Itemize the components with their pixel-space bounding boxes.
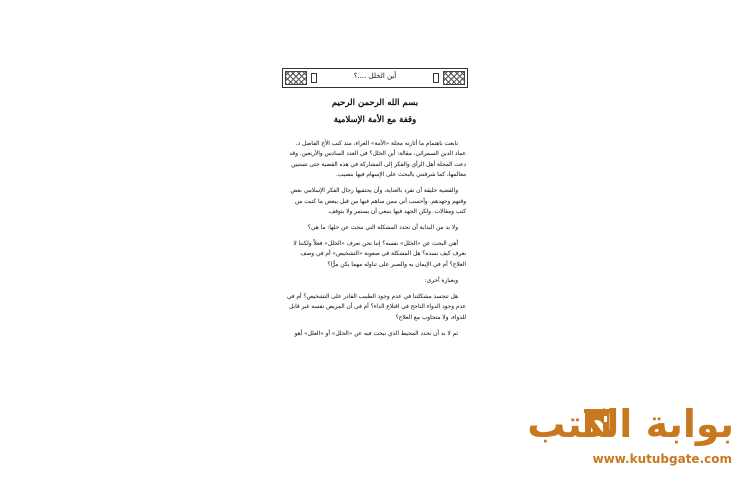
paragraph: والقضية خليقة أن تفرد بالعناية، وأن يحتفيها رجال الفكر الإسلامي بعض وقتهم وجهدهم. وأحسب أني ممن ساهم فيها من قبل ببعض ما كتبت من كتب ومقالات. ولكن الجهد فيها ينبغي أن يستمر ولا يتوقف. — [290, 188, 466, 216]
paragraph: هل تتجسد مشكلتنا في عدم وجود الطبيب القادر على التشخيص؟ أم في عدم وجود الدواء الناجح في اقتلاع الداء؟ أم في أن المريض نفسه غير قابل للدواء، ولا متجاوب مع العلاج؟ — [286, 293, 466, 321]
ornament-inner-right-icon — [433, 73, 439, 83]
watermark-url: www.kutubgate.com — [592, 452, 732, 466]
watermark-name: بوابة الكتب — [527, 402, 734, 446]
ornament-left-icon — [285, 71, 307, 85]
paragraph: أهي البحث عن «الخلل» نفسه؟ إننا نحن نعرف «الخلل» فعلاً ولكننا لا نعرف كيف نسده؟ هل المشكلة في صعوبة «التشخيص» أم في وصف العلاج؟ أم في الإيمان به والصبر على تناوله مهما يكن مرًّا؟ — [293, 241, 466, 268]
page-header-title: أين الخلل ....؟ — [353, 72, 397, 80]
paragraph: وبعبارة أخرى: — [424, 277, 458, 284]
basmala: بسم الله الرحمن الرحيم — [331, 98, 419, 108]
paragraph: ثم لا بد أن نحدد المحيط الذي نبحث فيه عن «الخلل» أو «العلل» أهو — [294, 330, 458, 337]
book-page — [270, 60, 480, 400]
ornament-right-icon — [443, 71, 465, 85]
page-header-frame — [282, 68, 468, 88]
article-heading: وقفة مع الأمة الإسلامية — [333, 115, 417, 125]
kutubgate-watermark — [527, 402, 734, 466]
article-body — [284, 139, 466, 345]
paragraph: ولا بد من البداية أن نحدد المشكلة التي نبحث عن حلها: ما هي؟ — [307, 225, 458, 232]
paragraph: تابعت باهتمام ما أثارته مجلة «الأمة» الغراء، منذ كتب الأخ الفاضل د. عماد الدين السمرائي، مقالة: أين الخلل؟ في العدد السادس والأربعين. وقد دعت المجلة أهل الرأي والفكر إلى المشاركة في هذه القضية حتى تستبين معالمها، كما شرفتني بالبحث على الإسهام فيها بنصيب. — [289, 141, 466, 179]
